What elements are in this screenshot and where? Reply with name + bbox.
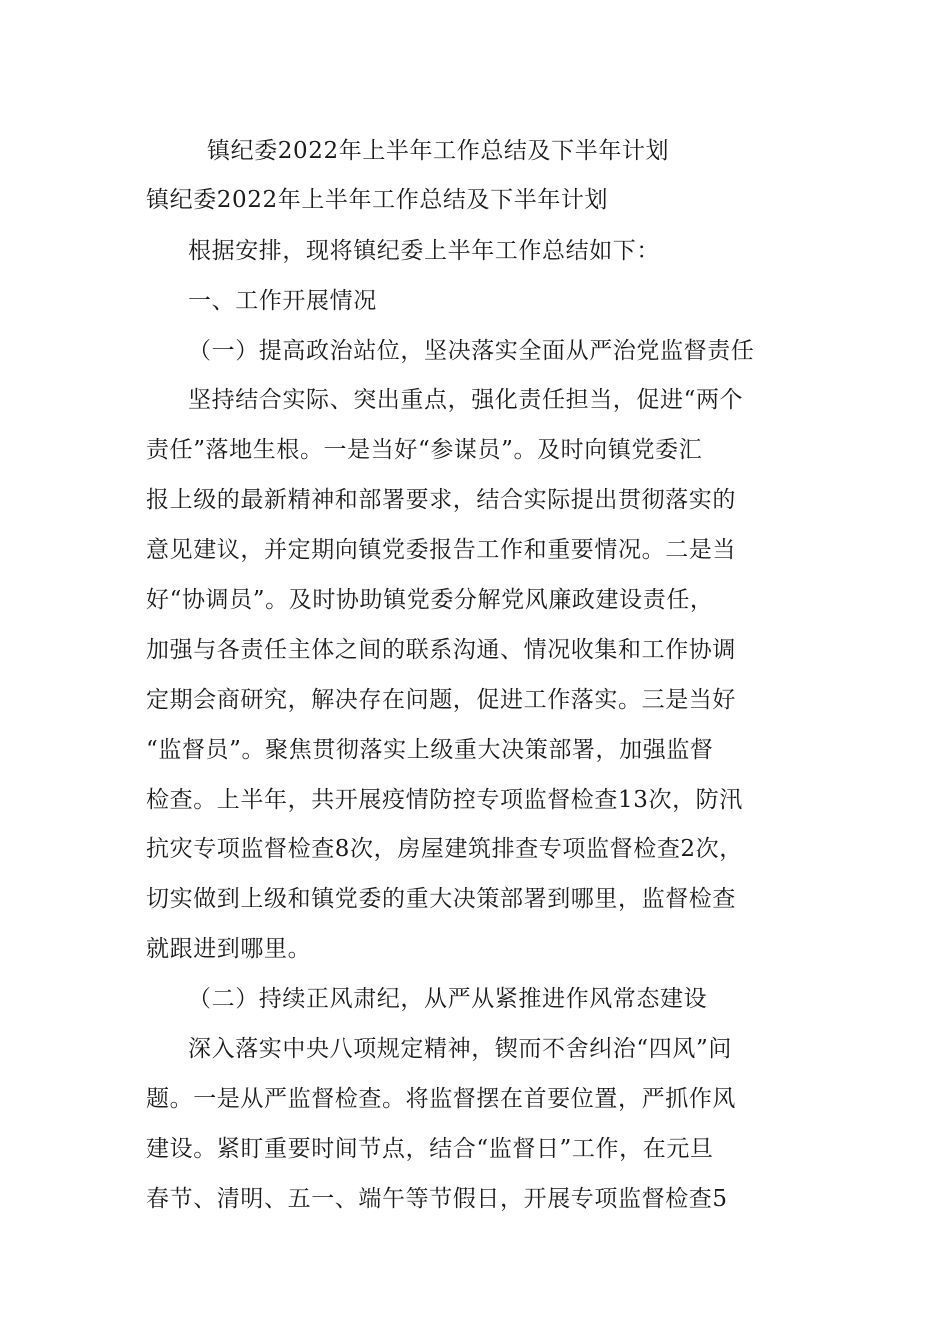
document-title: 镇纪委2022年上半年工作总结及下半年计划 bbox=[207, 138, 670, 164]
paragraph-line: 报上级的最新精神和部署要求，结合实际提出贯彻落实的 bbox=[146, 487, 736, 513]
paragraph-line: 春节、清明、五一、端午等节假日，开展专项监督检查5 bbox=[146, 1186, 728, 1212]
paragraph-line: 定期会商研究，解决存在问题，促进工作落实。三是当好 bbox=[146, 687, 736, 713]
paragraph-line: 建设。紧盯重要时间节点，结合“监督日”工作，在元旦 bbox=[146, 1136, 714, 1162]
paragraph-line: 就跟进到哪里。 bbox=[146, 936, 312, 962]
document-subtitle: 镇纪委2022年上半年工作总结及下半年计划 bbox=[146, 187, 609, 213]
paragraph-line: 深入落实中央八项规定精神，锲而不舍纠治“四风”问 bbox=[188, 1036, 732, 1062]
paragraph-line: 责任”落地生根。一是当好“参谋员”。及时向镇党委汇 bbox=[146, 437, 703, 463]
paragraph-line: 根据安排，现将镇纪委上半年工作总结如下： bbox=[188, 238, 660, 264]
paragraph-line: “监督员”。聚焦贯彻落实上级重大决策部署，加强监督 bbox=[146, 737, 714, 763]
section-heading: 一、工作开展情况 bbox=[188, 288, 377, 314]
paragraph-line: 好“协调员”。及时协助镇党委分解党风廉政建设责任， bbox=[146, 587, 714, 613]
paragraph-line: 意见建议，并定期向镇党委报告工作和重要情况。二是当 bbox=[146, 537, 736, 563]
subsection-heading: （一）提高政治站位，坚决落实全面从严治党监督责任 bbox=[188, 338, 755, 364]
paragraph-line: 检查。上半年，共开展疫情防控专项监督检查13次，防汛 bbox=[146, 787, 743, 813]
paragraph-line: 切实做到上级和镇党委的重大决策部署到哪里，监督检查 bbox=[146, 886, 736, 912]
paragraph-line: 坚持结合实际、突出重点，强化责任担当，促进“两个 bbox=[188, 387, 744, 413]
paragraph-line: 加强与各责任主体之间的联系沟通、情况收集和工作协调 bbox=[146, 637, 736, 663]
paragraph-line: 抗灾专项监督检查8次，房屋建筑排查专项监督检查2次， bbox=[146, 836, 743, 862]
subsection-heading: （二）持续正风肃纪，从严从紧推进作风常态建设 bbox=[188, 986, 708, 1012]
paragraph-line: 题。一是从严监督检查。将监督摆在首要位置，严抓作风 bbox=[146, 1086, 736, 1112]
